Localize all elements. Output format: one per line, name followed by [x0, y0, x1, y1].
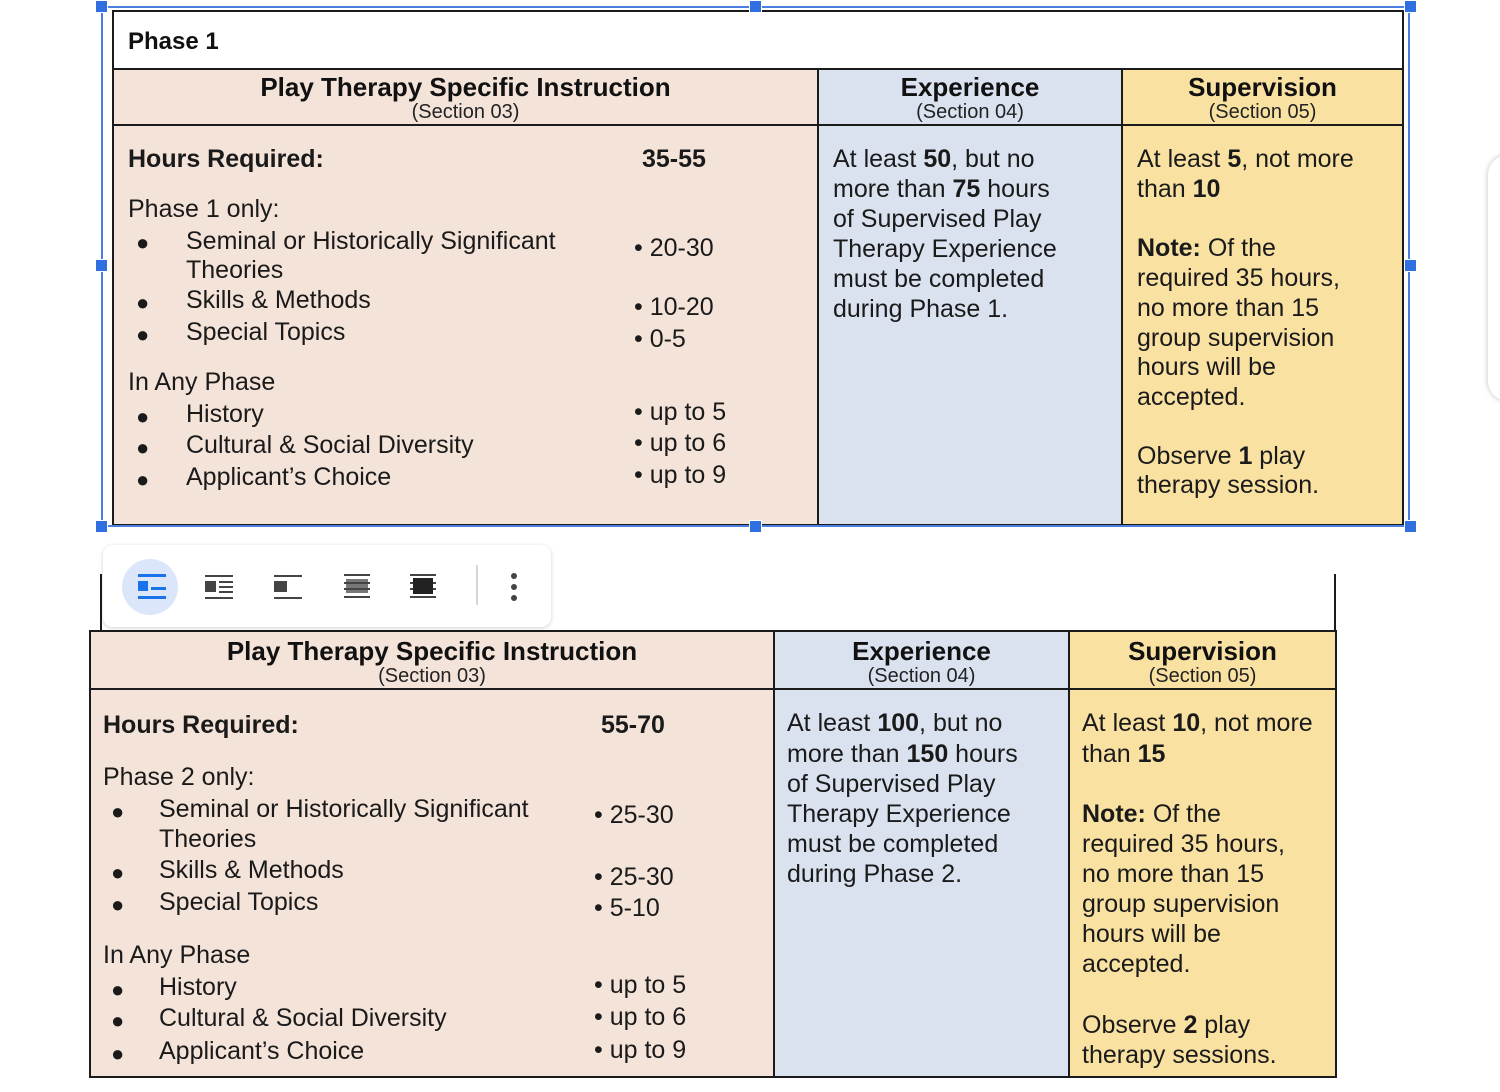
supervision-line: group supervision	[1082, 890, 1280, 918]
experience-line: of Supervised Play	[833, 205, 1042, 233]
experience-header	[775, 632, 1070, 690]
supervision-header-title: Supervision	[1128, 636, 1277, 666]
experience-line: of Supervised Play	[787, 770, 996, 798]
inline-button[interactable]	[122, 559, 178, 615]
behind-text-button[interactable]	[329, 559, 385, 615]
resize-handle-bottom-left[interactable]	[95, 520, 108, 533]
instruction-body	[114, 126, 819, 524]
experience-header-title: Experience	[900, 72, 1040, 102]
bullet: ●	[136, 322, 150, 347]
hours-required-label: Hours Required:	[128, 145, 324, 173]
experience-line: during Phase 2.	[787, 860, 963, 888]
bullet: ●	[136, 404, 150, 429]
experience-body	[819, 126, 1123, 524]
supervision-note: Note: Of the	[1137, 234, 1276, 262]
bullet: ●	[111, 799, 125, 824]
supervision-line: accepted.	[1137, 383, 1246, 411]
supervision-body	[1070, 690, 1335, 1076]
list-item: Theories	[159, 825, 257, 853]
resize-handle-top-left[interactable]	[95, 0, 108, 13]
resize-handle-middle-left[interactable]	[95, 259, 108, 272]
experience-header	[819, 70, 1123, 126]
hours-required-value: 55-70	[601, 711, 665, 739]
list-item: Seminal or Historically Significant	[186, 227, 556, 255]
phase2-table-image[interactable]	[89, 574, 1337, 1078]
experience-line: during Phase 1.	[833, 295, 1009, 323]
break-text-button[interactable]	[260, 559, 316, 615]
more-options-icon	[502, 559, 526, 615]
behind-text-icon	[329, 559, 385, 615]
list-item: Special Topics	[159, 888, 319, 916]
hours-required-label: Hours Required:	[103, 711, 299, 739]
bullet: ●	[111, 1008, 125, 1033]
break-text-icon	[260, 559, 316, 615]
toolbar-divider	[476, 565, 478, 605]
list-value: • 10-20	[634, 293, 714, 321]
experience-line: must be completed	[787, 830, 999, 858]
any-phase-label: In Any Phase	[128, 368, 276, 396]
list-item: Skills & Methods	[186, 286, 371, 314]
supervision-body	[1123, 126, 1402, 524]
list-item: History	[186, 400, 264, 428]
bullet: ●	[136, 230, 150, 255]
experience-header-title: Experience	[852, 636, 991, 666]
in-front-of-text-button[interactable]	[395, 559, 451, 615]
experience-header-sub: (Section 04)	[867, 665, 976, 687]
list-item: History	[159, 973, 237, 1001]
resize-handle-middle-right[interactable]	[1404, 259, 1417, 272]
list-value: • up to 5	[634, 398, 727, 426]
supervision-observe: Observe 2 play	[1082, 1011, 1251, 1039]
hours-required-value: 35-55	[642, 145, 706, 173]
experience-line: more than 150 hours	[787, 740, 1018, 768]
supervision-line: hours will be	[1137, 353, 1276, 381]
experience-body	[775, 690, 1070, 1076]
resize-handle-bottom-middle[interactable]	[749, 520, 762, 533]
any-phase-label: In Any Phase	[103, 941, 251, 969]
supervision-line: At least 10, not more	[1082, 709, 1313, 737]
supervision-header-sub: (Section 05)	[1148, 665, 1257, 687]
image-options-toolbar	[103, 545, 551, 627]
supervision-line: no more than 15	[1082, 860, 1265, 888]
resize-handle-top-middle[interactable]	[749, 0, 762, 13]
resize-handle-top-right[interactable]	[1404, 0, 1417, 13]
experience-line: must be completed	[833, 265, 1045, 293]
bullet: ●	[111, 860, 125, 885]
list-value: • up to 9	[594, 1036, 687, 1064]
bullet: ●	[111, 1041, 125, 1066]
supervision-line: required 35 hours,	[1082, 830, 1285, 858]
instruction-header	[114, 70, 819, 126]
supervision-observe: Observe 1 play	[1137, 442, 1306, 470]
side-panel-card[interactable]	[1488, 155, 1500, 401]
list-item: Theories	[186, 256, 284, 284]
list-item: Cultural & Social Diversity	[159, 1004, 447, 1032]
instruction-header-sub: (Section 03)	[378, 665, 486, 687]
instruction-header-title: Play Therapy Specific Instruction	[260, 72, 671, 102]
phase2-frame-right	[1334, 574, 1336, 630]
phase1-title: Phase 1	[128, 28, 219, 55]
bullet: ●	[136, 290, 150, 315]
supervision-line: At least 5, not more	[1137, 145, 1354, 173]
supervision-line: accepted.	[1082, 950, 1191, 978]
phase2-table	[89, 630, 1337, 1078]
list-item: Skills & Methods	[159, 856, 344, 884]
experience-line: Therapy Experience	[833, 235, 1057, 263]
experience-line: At least 100, but no	[787, 709, 1003, 737]
list-value: • 25-30	[594, 801, 674, 829]
supervision-header-title: Supervision	[1188, 72, 1337, 102]
experience-line: Therapy Experience	[787, 800, 1011, 828]
supervision-note: Note: Of the	[1082, 800, 1221, 828]
list-value: • up to 5	[594, 971, 687, 999]
list-value: • 20-30	[634, 234, 714, 262]
experience-line: more than 75 hours	[833, 175, 1050, 203]
supervision-header	[1123, 70, 1402, 126]
in-front-of-text-icon	[395, 559, 451, 615]
list-item: Special Topics	[186, 318, 346, 346]
list-value: • up to 9	[634, 461, 727, 489]
supervision-header-sub: (Section 05)	[1208, 101, 1317, 123]
supervision-line: required 35 hours,	[1137, 264, 1340, 292]
experience-header-sub: (Section 04)	[916, 101, 1024, 123]
list-value: • 5-10	[594, 894, 660, 922]
phase1-title-row	[114, 12, 1402, 70]
phase-only-label: Phase 1 only:	[128, 195, 280, 223]
bullet: ●	[111, 892, 125, 917]
list-item: Applicant’s Choice	[186, 463, 392, 491]
instruction-header-sub: (Section 03)	[411, 101, 520, 123]
bullet: ●	[136, 467, 150, 492]
phase1-table-image[interactable]	[104, 8, 1410, 526]
supervision-line: group supervision	[1137, 324, 1335, 352]
supervision-header	[1070, 632, 1335, 690]
resize-handle-bottom-right[interactable]	[1404, 520, 1417, 533]
list-value: • up to 6	[634, 429, 727, 457]
supervision-line: therapy sessions.	[1082, 1041, 1277, 1069]
instruction-header-title: Play Therapy Specific Instruction	[226, 636, 638, 666]
list-item: Applicant’s Choice	[159, 1037, 365, 1065]
bullet: ●	[111, 977, 125, 1002]
more-options-button[interactable]	[502, 559, 526, 615]
supervision-line: therapy session.	[1137, 471, 1320, 499]
inline-icon	[122, 559, 178, 615]
list-value: • 25-30	[594, 863, 674, 891]
phase1-table	[112, 10, 1404, 526]
list-value: • 0-5	[634, 325, 686, 353]
supervision-line: than 10	[1137, 175, 1221, 203]
phase-only-label: Phase 2 only:	[103, 763, 255, 791]
supervision-line: no more than 15	[1137, 294, 1320, 322]
phase2-frame-left	[100, 574, 102, 630]
instruction-body	[91, 690, 775, 1076]
instruction-header	[91, 632, 775, 690]
list-value: • up to 6	[594, 1003, 687, 1031]
experience-line: At least 50, but no	[833, 145, 1035, 173]
bullet: ●	[136, 435, 150, 460]
supervision-line: than 15	[1082, 740, 1166, 768]
wrap-text-button[interactable]	[191, 559, 247, 615]
supervision-line: hours will be	[1082, 920, 1221, 948]
wrap-text-icon	[191, 559, 247, 615]
list-item: Seminal or Historically Significant	[159, 795, 529, 823]
list-item: Cultural & Social Diversity	[186, 431, 474, 459]
